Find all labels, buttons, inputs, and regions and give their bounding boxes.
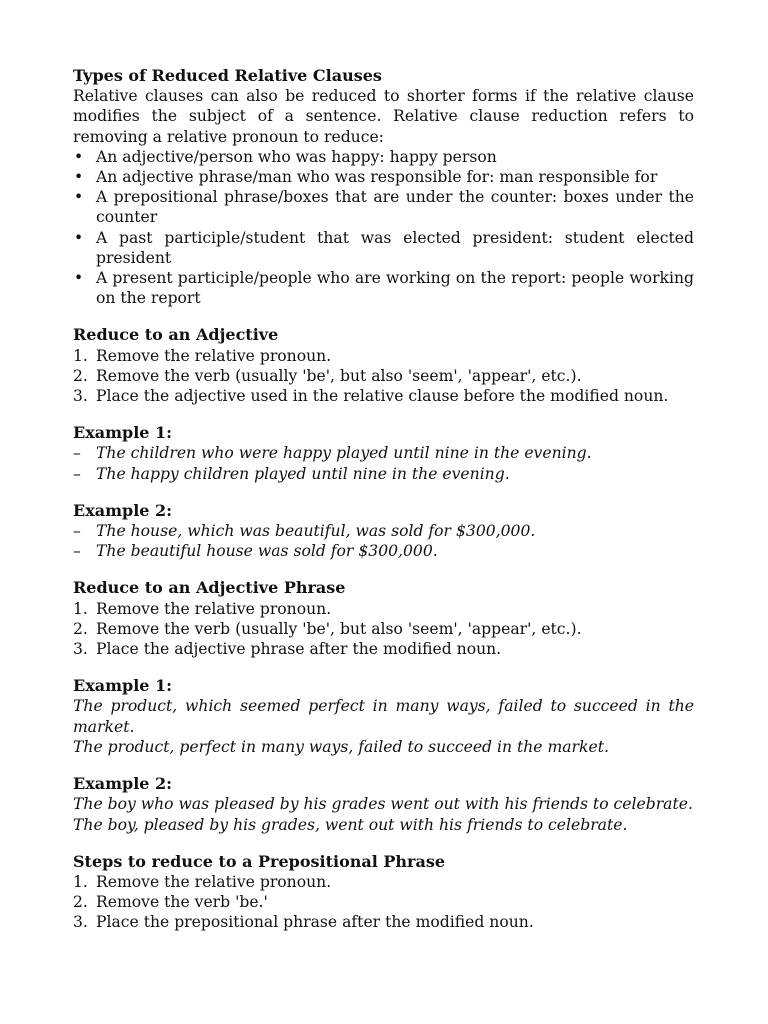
step-number: 3. [73, 913, 88, 932]
bullet-icon: • [74, 168, 84, 187]
example-list [73, 443, 694, 483]
list-item-text: A present participle/people who are working on the report: people working on the report [96, 269, 694, 308]
step-text: Place the adjective used in the relative clause before the modified noun. [96, 387, 669, 406]
dash-icon: – [73, 464, 81, 483]
intro-paragraph: Relative clauses can also be reduced to shorter forms if the relative clause modifies the subject of a sentence. Relative clause reduction refers to removing a relative pronoun to reduce: [73, 87, 694, 146]
bullet-icon: • [74, 228, 84, 247]
spacer [73, 757, 694, 774]
list-item [73, 187, 694, 227]
example-item [73, 521, 694, 541]
step-item [73, 386, 694, 406]
step-number: 2. [73, 893, 88, 912]
example-text: The product, which seemed perfect in many ways, failed to succeed in the market. [73, 697, 694, 736]
example-text: The product, perfect in many ways, failed to succeed in the market. [73, 737, 609, 756]
example-list [73, 521, 694, 561]
step-number: 2. [73, 366, 88, 385]
section-heading: Reduce to an Adjective [73, 325, 279, 345]
list-item-text: A prepositional phrase/boxes that are under the counter: boxes under the counter [96, 188, 694, 227]
step-text: Remove the verb 'be.' [96, 893, 268, 912]
step-text: Remove the verb (usually 'be', but also 'seem', 'appear', etc.). [96, 619, 582, 638]
step-item [73, 872, 694, 892]
step-item [73, 639, 694, 659]
list-item-text: An adjective/person who was happy: happy person [96, 147, 497, 166]
example-text: The house, which was beautiful, was sold for $300,000. [96, 522, 536, 541]
section-heading: Types of Reduced Relative Clauses [73, 66, 382, 85]
list-item-text: A past participle/student that was elected president: student elected president [96, 228, 694, 267]
steps-list [73, 872, 694, 933]
spacer [73, 484, 694, 501]
step-item [73, 892, 694, 912]
example-heading: Example 2: [73, 500, 173, 520]
spacer [73, 659, 694, 676]
bullet-icon: • [74, 147, 84, 166]
example-text: The children who were happy played until nine in the evening. [96, 444, 592, 463]
example-heading: Example 1: [73, 676, 173, 696]
list-item [73, 167, 694, 187]
step-number: 1. [73, 599, 88, 618]
step-text: Place the adjective phrase after the modified noun. [96, 640, 502, 659]
spacer [73, 835, 694, 852]
section-heading: Reduce to an Adjective Phrase [73, 578, 346, 598]
example-heading: Example 1: [73, 423, 173, 443]
dash-icon: – [73, 542, 81, 561]
step-text: Remove the verb (usually 'be', but also 'seem', 'appear', etc.). [96, 366, 582, 385]
bullet-icon: • [74, 188, 84, 207]
example-item [73, 464, 694, 484]
list-item-text: An adjective phrase/man who was responsible for: man responsible for [96, 168, 658, 187]
step-number: 1. [73, 346, 88, 365]
bullet-list [73, 147, 694, 309]
example-text: The boy, pleased by his grades, went out with his friends to celebrate. [73, 815, 628, 834]
step-item [73, 619, 694, 639]
example-item [73, 541, 694, 561]
list-item [73, 268, 694, 308]
step-text: Remove the relative pronoun. [96, 346, 332, 365]
step-item [73, 346, 694, 366]
list-item [73, 147, 694, 167]
steps-list [73, 599, 694, 660]
step-number: 3. [73, 387, 88, 406]
spacer [73, 561, 694, 578]
step-item [73, 366, 694, 386]
step-number: 3. [73, 640, 88, 659]
spacer [73, 308, 694, 325]
document-page [73, 66, 694, 933]
dash-icon: – [73, 522, 81, 541]
dash-icon: – [73, 444, 81, 463]
list-item [73, 228, 694, 268]
section-heading: Steps to reduce to a Prepositional Phrase [73, 851, 446, 871]
example-heading: Example 2: [73, 774, 173, 794]
step-text: Place the prepositional phrase after the modified noun. [96, 913, 534, 932]
step-item [73, 599, 694, 619]
step-number: 1. [73, 872, 88, 891]
step-text: Remove the relative pronoun. [96, 872, 332, 891]
example-item [73, 443, 694, 463]
spacer [73, 406, 694, 423]
step-text: Remove the relative pronoun. [96, 599, 332, 618]
example-text: The beautiful house was sold for $300,000. [96, 542, 438, 561]
example-text: The happy children played until nine in the evening. [96, 464, 510, 483]
example-text: The boy who was pleased by his grades went out with his friends to celebrate. [73, 795, 693, 814]
step-number: 2. [73, 619, 88, 638]
steps-list [73, 346, 694, 407]
bullet-icon: • [74, 269, 84, 288]
step-item [73, 912, 694, 932]
